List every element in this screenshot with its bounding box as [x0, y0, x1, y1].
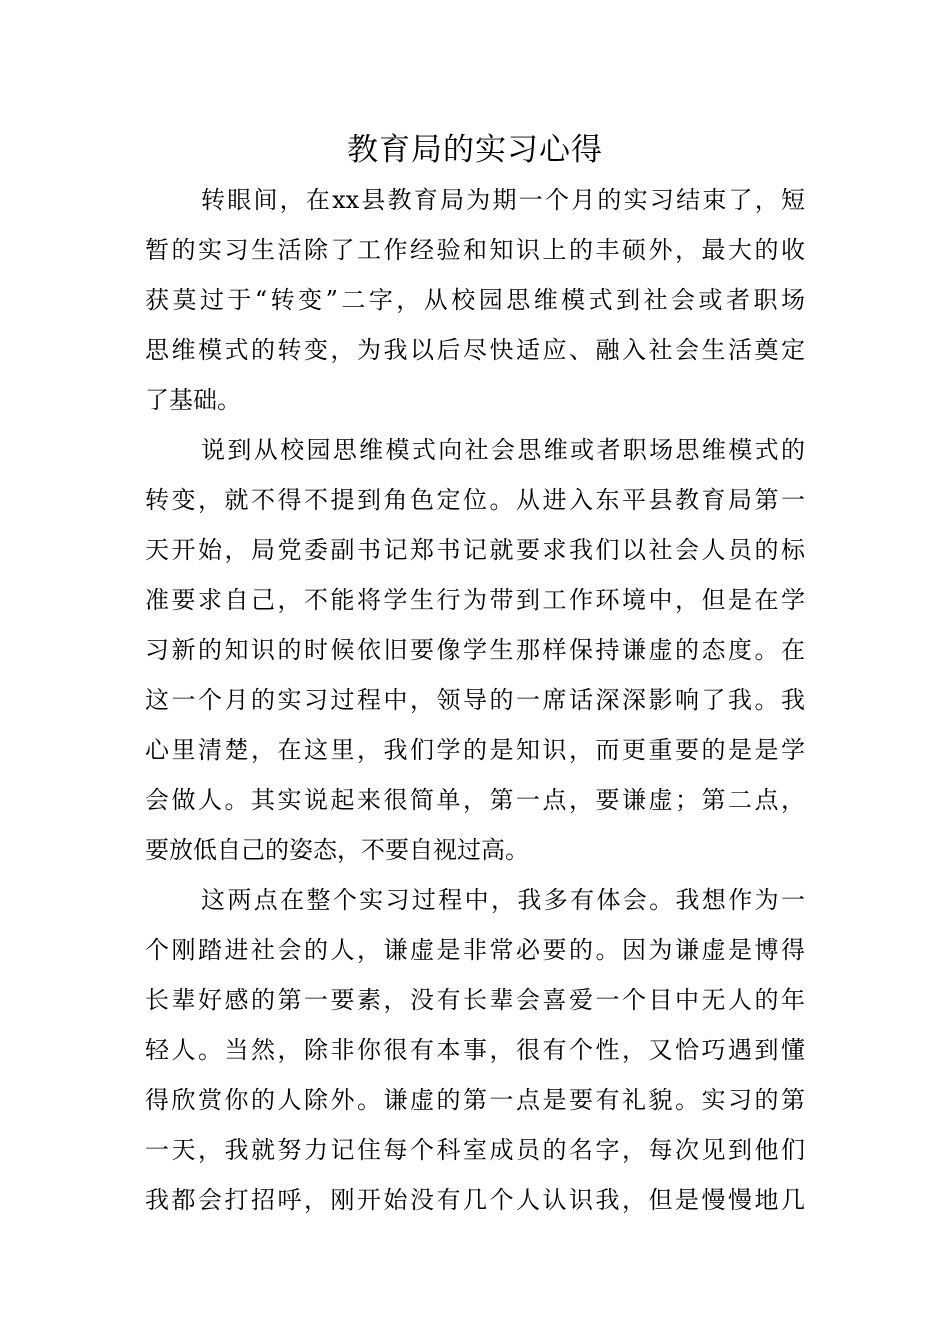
- paragraph-1-line-3: 获莫过于“转变”二字，从校园思维模式到社会或者职场: [145, 286, 805, 314]
- paragraph-2-line-7: 心里清楚，在这里，我们学的是知识，而更重要的是是学: [145, 736, 805, 764]
- paragraph-3-line-4: 轻人。当然，除非你很有本事，很有个性，又恰巧遇到懂: [145, 1036, 805, 1064]
- paragraph-3-line-1: 这两点在整个实习过程中，我多有体会。我想作为一: [201, 886, 805, 914]
- paragraph-1-line-4: 思维模式的转变，为我以后尽快适应、融入社会生活奠定: [145, 336, 805, 364]
- paragraph-2-line-3: 天开始，局党委副书记郑书记就要求我们以社会人员的标: [145, 536, 805, 564]
- paragraph-1-line-1: 转眼间，在xx县教育局为期一个月的实习结束了，短: [201, 186, 805, 214]
- paragraph-2-line-6: 这一个月的实习过程中，领导的一席话深深影响了我。我: [145, 686, 805, 714]
- document-title: 教育局的实习心得: [347, 132, 603, 168]
- paragraph-3-line-6: 一天，我就努力记住每个科室成员的名字，每次见到他们: [145, 1136, 805, 1164]
- paragraph-2-line-2: 转变，就不得不提到角色定位。从进入东平县教育局第一: [145, 486, 805, 514]
- paragraph-2-line-5: 习新的知识的时候依旧要像学生那样保持谦虚的态度。在: [145, 636, 805, 664]
- paragraph-3-line-5: 得欣赏你的人除外。谦虚的第一点是要有礼貌。实习的第: [145, 1086, 805, 1114]
- paragraph-2-line-9: 要放低自己的姿态，不要自视过高。: [145, 836, 529, 864]
- paragraph-2-line-1: 说到从校园思维模式向社会思维或者职场思维模式的: [201, 436, 805, 464]
- paragraph-2-line-8: 会做人。其实说起来很简单，第一点，要谦虚；第二点，: [145, 786, 805, 814]
- paragraph-1-line-5: 了基础。: [145, 386, 241, 414]
- paragraph-3-line-2: 个刚踏进社会的人，谦虚是非常必要的。因为谦虚是博得: [145, 936, 805, 964]
- paragraph-3-line-3: 长辈好感的第一要素，没有长辈会喜爱一个目中无人的年: [145, 986, 805, 1014]
- paragraph-3-line-7: 我都会打招呼，刚开始没有几个人认识我，但是慢慢地几: [145, 1186, 805, 1214]
- paragraph-1-line-2: 暂的实习生活除了工作经验和知识上的丰硕外，最大的收: [145, 236, 805, 264]
- paragraph-2-line-4: 准要求自己，不能将学生行为带到工作环境中，但是在学: [145, 586, 805, 614]
